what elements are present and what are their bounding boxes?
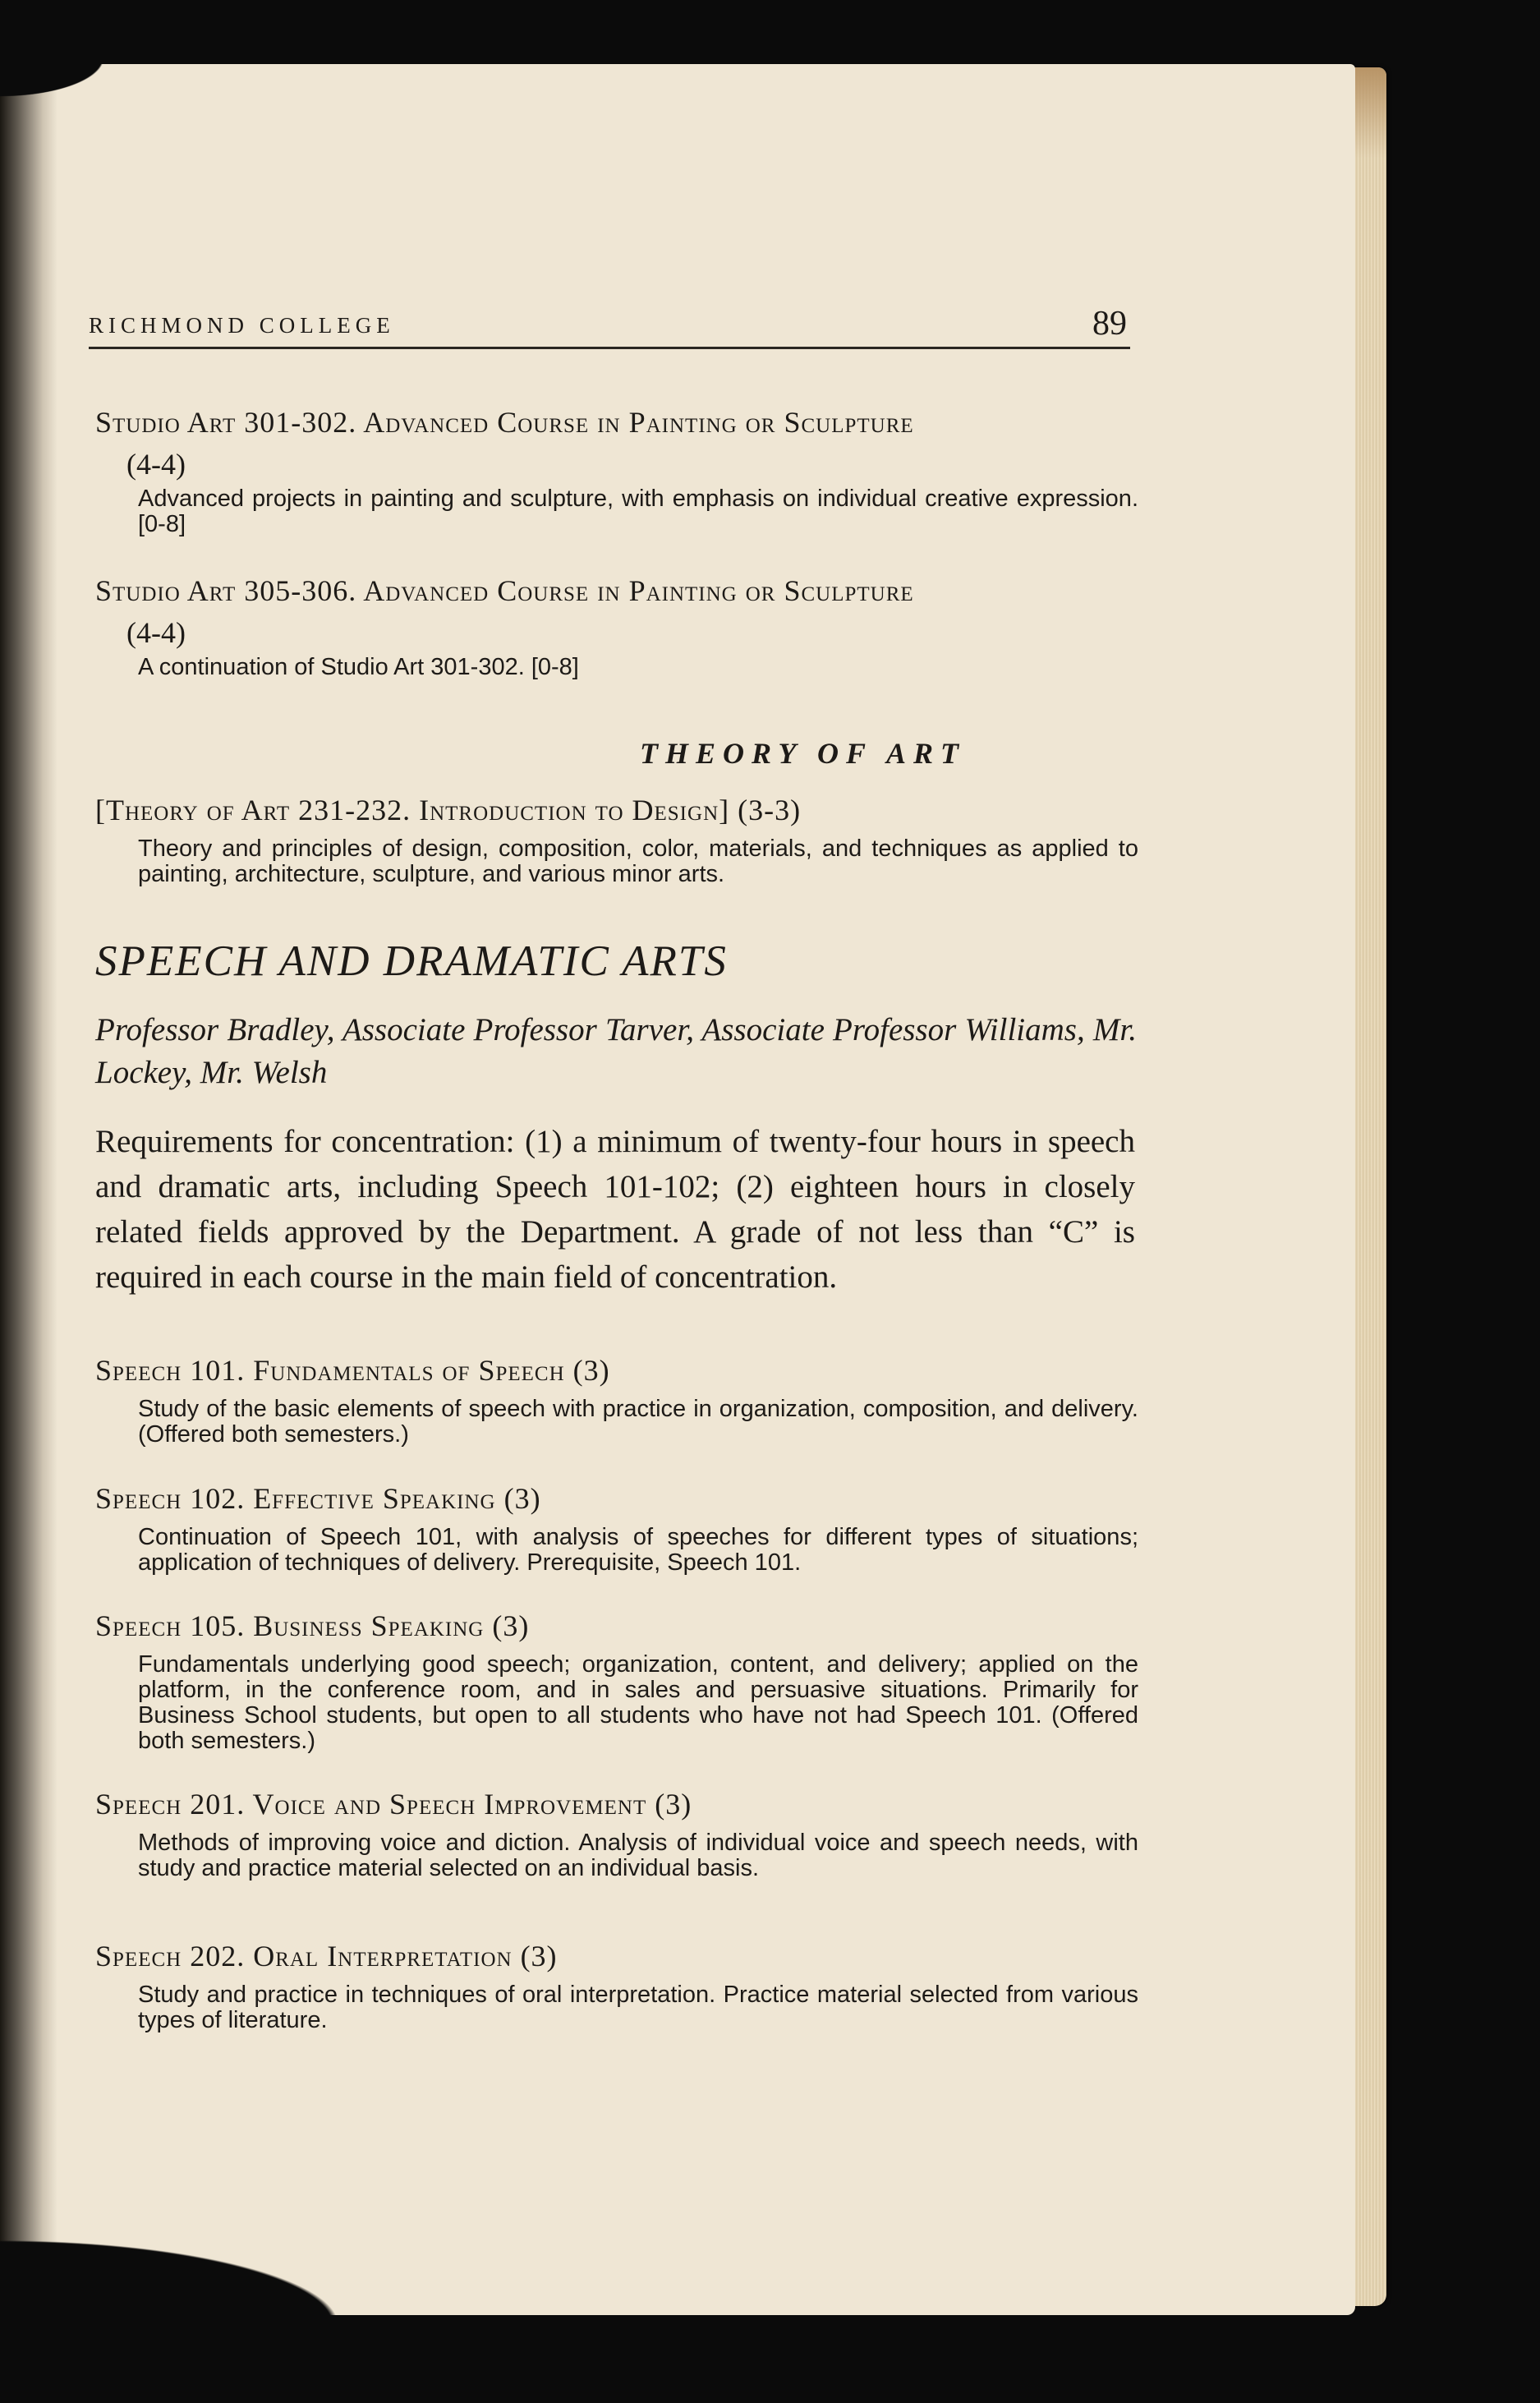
course-entry	[95, 1349, 1138, 1448]
course-entry	[95, 569, 1138, 680]
course-credits: (4-4)	[126, 448, 186, 481]
faculty-list: Professor Bradley, Associate Professor Tarver, Associate Professor Williams, Mr. Lockey, Mr. Welsh	[95, 1012, 1137, 1090]
course-credits: (3)	[503, 1482, 541, 1515]
course-description: Advanced projects in painting and sculpture, with emphasis on individual creative expression. [0-8]	[138, 486, 1138, 537]
course-credits: (3)	[572, 1354, 610, 1387]
course-entry	[95, 789, 1138, 887]
course-heading-line	[95, 1477, 1138, 1520]
course-entry	[95, 1783, 1138, 1881]
course-heading: Speech 201. Voice and Speech Improvement	[95, 1788, 647, 1821]
course-description: Fundamentals underlying good speech; organization, content, and delivery; applied on the platform, in the conference room, and in sales and persuasive situations. Primarily for Business School students, but open to all students who have not had Speech 101. (Offered both semesters.)	[138, 1651, 1138, 1754]
course-heading: Speech 101. Fundamentals of Speech	[95, 1354, 565, 1387]
course-description: A continuation of Studio Art 301-302. [0-8]	[138, 654, 579, 680]
course-heading-line	[95, 789, 1138, 831]
running-head-title: RICHMOND COLLEGE	[89, 313, 395, 338]
page-number: 89	[1092, 305, 1127, 343]
course-heading: Speech 105. Business Speaking	[95, 1609, 485, 1642]
course-description: Study and practice in techniques of oral interpretation. Practice material selected from various types of literature.	[138, 1982, 1138, 2033]
course-heading-line	[95, 1935, 1138, 1977]
course-heading: Studio Art 301-302. Advanced Course in Painting or Sculpture	[95, 406, 914, 439]
course-entry	[95, 1477, 1138, 1576]
section-title-theory: THEORY OF ART	[639, 737, 967, 770]
course-credits: (3)	[520, 1940, 558, 1973]
course-heading: [Theory of Art 231-232. Introduction to Design]	[95, 794, 730, 826]
course-entry	[95, 401, 1138, 537]
course-credits: (3)	[655, 1788, 692, 1821]
course-entry	[95, 1935, 1138, 2033]
concentration-requirements: Requirements for concentration: (1) a minimum of twenty-four hours in speech and dramatic arts, including Speech 101-102; (2) eighteen hours in closely related fields approved by the Department. A grade of not less than “C” is required in each course in the main field of concentration.	[95, 1124, 1135, 1295]
course-description: Continuation of Speech 101, with analysis of speeches for different types of situations; application of techniques of delivery. Prerequisite, Speech 101.	[138, 1524, 1138, 1576]
running-head	[89, 306, 1130, 349]
course-heading: Speech 202. Oral Interpretation	[95, 1940, 513, 1973]
course-credits: (4-4)	[126, 616, 186, 649]
course-description: Study of the basic elements of speech with practice in organization, composition, and delivery. (Offered both semesters.)	[138, 1396, 1138, 1448]
course-entry	[95, 1604, 1138, 1754]
course-heading-line	[95, 1783, 1138, 1825]
course-heading-line	[95, 1349, 1138, 1392]
course-description: Theory and principles of design, composition, color, materials, and techniques as applied to painting, architecture, sculpture, and various minor arts.	[138, 836, 1138, 887]
course-heading-line	[95, 1604, 1138, 1647]
department-title: SPEECH AND DRAMATIC ARTS	[95, 937, 728, 985]
course-heading: Studio Art 305-306. Advanced Course in Painting or Sculpture	[95, 574, 914, 607]
course-credits: (3-3)	[738, 794, 802, 826]
course-heading: Speech 102. Effective Speaking	[95, 1482, 496, 1515]
course-description: Methods of improving voice and diction. Analysis of individual voice and speech needs, with study and practice material selected on an individual basis.	[138, 1830, 1138, 1881]
course-credits: (3)	[492, 1609, 530, 1642]
